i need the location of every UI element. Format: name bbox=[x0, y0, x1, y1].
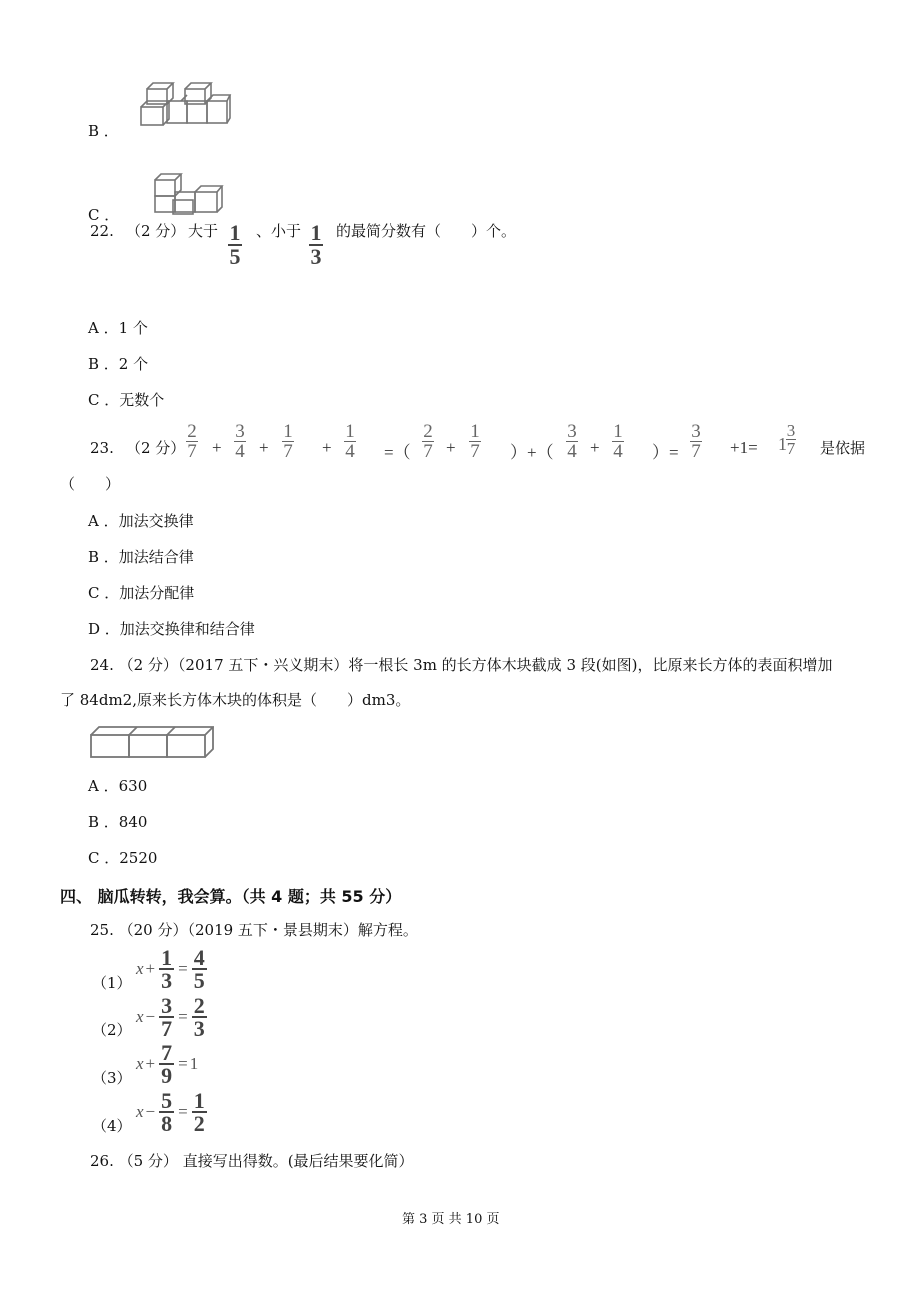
q25-equation-2: x − 3 7 = 2 3 bbox=[136, 993, 205, 1041]
q23-eq-open: =（ bbox=[384, 443, 411, 462]
q24-cuboid-figure bbox=[88, 724, 214, 760]
q23-option-b: B ．加法结合律 bbox=[88, 548, 194, 566]
q24-option-a: A ．630 bbox=[88, 777, 148, 795]
q25-item-2-label: （2） bbox=[92, 1021, 132, 1039]
q22-frac1-den: 5 bbox=[229, 244, 241, 269]
q24-option-b: B ．840 bbox=[88, 813, 148, 831]
q22-frac1-num: 1 bbox=[229, 220, 241, 245]
q23-frac-3-4-a: 3 4 bbox=[235, 421, 245, 462]
q23-tail: 是依据 bbox=[820, 439, 866, 457]
q23-plus-3: + bbox=[322, 438, 332, 457]
q22-fraction-1 bbox=[228, 220, 242, 269]
q23-frac-1-4-a: 1 4 bbox=[345, 421, 355, 462]
q21-option-b-cube-figure bbox=[138, 80, 232, 130]
q22-text-a: 大于 bbox=[188, 222, 219, 240]
q23-frac-3-7: 3 7 bbox=[691, 421, 701, 462]
q22-text-b: 、小于 bbox=[256, 222, 302, 240]
q24-line-1: 24. （2 分）（2017 五下・兴义期末）将一根长 3m 的长方体木块截成 3 段(如图)，比原来长方体的表面积增加 bbox=[90, 656, 833, 674]
q22-number: 22. bbox=[90, 222, 114, 240]
q26-line: 26. （5 分） 直接写出得数。(最后结果要化简） bbox=[90, 1152, 414, 1170]
q21-option-c-cube-figure bbox=[152, 170, 224, 218]
q25-item-1-label: （1） bbox=[92, 974, 132, 992]
q23-close-plus-open: ）+（ bbox=[510, 443, 554, 462]
q21-option-b-label: B ． bbox=[88, 122, 119, 140]
q23-frac-1-7-a: 1 7 bbox=[283, 421, 293, 462]
q22-text-c: 的最简分数有（ ）个。 bbox=[336, 222, 517, 240]
q25-equation-3: x + 7 9 = 1 bbox=[136, 1040, 199, 1088]
q23-blank: （ ） bbox=[60, 475, 121, 493]
q21-option-c-label: C ． bbox=[88, 206, 120, 224]
page-footer: 第 3 页 共 10 页 bbox=[402, 1212, 500, 1227]
q25-equation-4: x − 5 8 = 1 2 bbox=[136, 1088, 205, 1136]
q22-frac2-num: 1 bbox=[310, 220, 322, 245]
q23-mixed-whole: 1 bbox=[778, 434, 787, 454]
q23-plus-one-eq: +1= bbox=[730, 438, 758, 457]
q22-score: （2 分） bbox=[126, 222, 186, 240]
q23-frac-2-7-b: 2 7 bbox=[423, 421, 433, 462]
q22-option-a: A ．1 个 bbox=[88, 319, 148, 337]
q23-number: 23. bbox=[90, 439, 114, 457]
q23-close-eq: ）= bbox=[652, 443, 679, 462]
q23-frac-1-7-b: 1 7 bbox=[470, 421, 480, 462]
q22-fraction-2 bbox=[309, 220, 323, 269]
q23-option-c: C ．加法分配律 bbox=[88, 584, 195, 602]
q22-option-b: B ．2 个 bbox=[88, 355, 149, 373]
q23-frac-1-4-b: 1 4 bbox=[613, 421, 623, 462]
q25-item-3-label: （3） bbox=[92, 1069, 132, 1087]
q25-line: 25. （20 分）（2019 五下・景县期末）解方程。 bbox=[90, 921, 418, 939]
q25-equation-1: x + 1 3 = 4 5 bbox=[136, 945, 205, 993]
q23-plus-2: + bbox=[259, 438, 269, 457]
section-4-heading: 四、 脑瓜转转，我会算。（共 4 题；共 55 分） bbox=[60, 887, 402, 906]
q25-item-4-label: （4） bbox=[92, 1117, 132, 1135]
q23-plus-1: + bbox=[212, 438, 222, 457]
q23-mixed-fraction: 3 7 bbox=[786, 421, 796, 458]
q23-option-a: A ．加法交换律 bbox=[88, 512, 194, 530]
q24-line-2: 了 84dm2,原来长方体木块的体积是（ ）dm3。 bbox=[60, 691, 411, 709]
q23-score: （2 分） bbox=[126, 439, 186, 457]
q23-option-d: D ．加法交换律和结合律 bbox=[88, 620, 255, 638]
q23-plus-5: + bbox=[590, 438, 600, 457]
q23-frac-3-4-b: 3 4 bbox=[567, 421, 577, 462]
q23-frac-2-7-a: 2 7 bbox=[187, 421, 197, 462]
q22-option-c: C ．无数个 bbox=[88, 391, 165, 409]
q22-frac2-den: 3 bbox=[310, 244, 322, 269]
q24-option-c: C ．2520 bbox=[88, 849, 158, 867]
q23-plus-4: + bbox=[446, 438, 456, 457]
